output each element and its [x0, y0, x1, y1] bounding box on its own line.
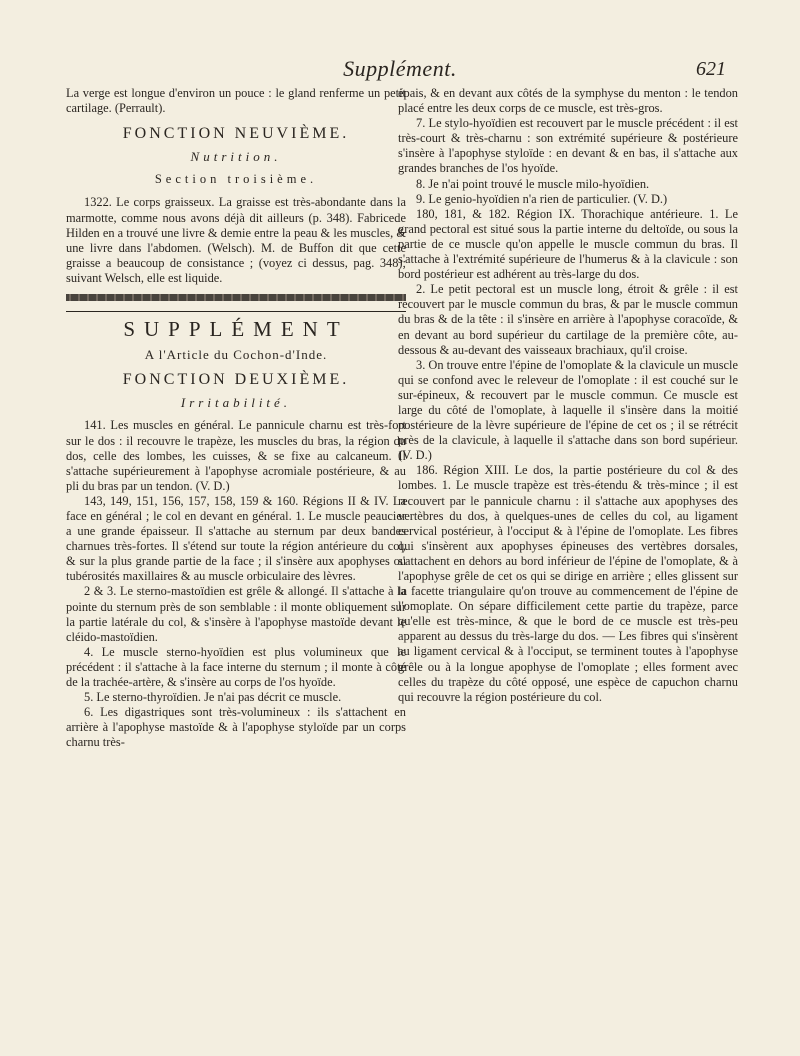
subheading-irritability: Irritabilité.: [180, 395, 292, 411]
section-heading: Section troisième.: [154, 172, 318, 187]
paragraph: 2. Le petit pectoral est un muscle long, étroit & grêle : il est recouvert par le muscle commun du bras, & par le muscle commun du bras & de la tête : il s'insère en arrière à l'apophyse coracoïde, & en devant au bord supérieur du cartilage de la première côte, au-dessous & au-devant des vaisseaux brachiaux, qu'il croise.: [398, 282, 738, 357]
divider-line: [66, 311, 406, 312]
paragraph: 2 & 3. Le sterno-mastoïdien est grêle & allongé. Il s'attache à la pointe du sternum près de son semblable : il monte obliquement sur la partie latérale du col, & s'insère à l'apophyse mastoïde devant le cléido-mastoïdien.: [66, 584, 406, 644]
running-header: Supplément.: [343, 56, 457, 81]
function-heading: FONCTION DEUXIÈME.: [122, 371, 350, 389]
ornamental-rule: [66, 294, 406, 301]
paragraph: 1322. Le corps graisseux. La graisse est très-abondante dans la marmotte, comme nous avons déjà dit ailleurs (p. 348). Fabricede Hilden en a trouvé une livre & demie entre la peau & les muscles, & une livre dans l'abdomen. (Welsch). M. de Buffon dit que cette graisse a beaucoup de consistance ; (voyez ci dessus, pag. 348); suivant Welsch, elle est liquide.: [66, 195, 406, 285]
paragraph: 186. Région XIII. Le dos, la partie postérieure du col & des lombes. 1. Le muscle trapèze est très-étendu & très-mince ; il est recouvert par le pannicule charnu : il s'attache aux apophyses des vertèbres du dos, à quelques-unes de celles du col, au ligament cervical postérieur, à l'occiput & à l'épine de l'omoplate. Les fibres qui s'insèrent aux apophyses épineuses des vertèbres dorsales, s'attachent en dehors au bord inférieur de l'épine de l'omoplate, & à l'apophyse grêle de cet os qui se dirige en arrière ; elles glissent sur la facette triangulaire qu'on trouve au commencement de l'épine de l'omoplate. On sépare difficilement cette partie du trapèze, parce qu'elle est très-mince, & que le bord de ce muscle est très-peu apparent au dessus du très-large du dos. — Les fibres qui s'insèrent au ligament cervical & à l'occiput, se terminent toutes à l'apophyse grêle ou à la longue apophyse de l'omoplate ; elles forment avec celles du trapèze du côté opposé, une espèce de capuchon charnu qui recouvre la région postérieure du col.: [398, 463, 738, 704]
right-column: [398, 86, 738, 705]
subheading-nutrition: Nutrition.: [190, 149, 282, 165]
paragraph: épais, & en devant aux côtés de la symphyse du menton : le tendon placé entre les deux corps de ce muscle, est très-gros.: [398, 86, 738, 116]
supplement-heading: SUPPLÉMENT: [123, 317, 349, 342]
function-heading: FONCTION NEUVIÈME.: [122, 125, 350, 143]
paragraph: 8. Je n'ai point trouvé le muscle milo-hyoïdien.: [416, 176, 650, 191]
article-heading: A l'Article du Cochon-d'Inde.: [144, 347, 328, 363]
paragraph: 143, 149, 151, 156, 157, 158, 159 & 160. Régions II & IV. La face en général ; le col en devant en général. 1. Le muscle peaucier a une grande épaisseur. Il s'attache au sternum par deux bandes charnues très-fortes. Il s'étend sur toute la région antérieure du col, & sur la plus grande partie de la face ; il s'insère aux apophyses ou tubérosités maxillaires & au muscle orbiculaire des lèvres.: [66, 493, 406, 584]
paragraph: La verge est longue d'environ un pouce : le gland renferme un petit cartilage. (Perrault).: [66, 86, 406, 116]
paragraph: 141. Les muscles en général. Le pannicule charnu est très-fort sur le dos : il recouvre le trapèze, les muscles du bras, la région du dos, celle des lombes, les cuisses, & se fixe au calcaneum. Il s'attache supérieurement à l'apophyse acromiale postérieure, & au pli du bras par un tendon. (V. D.): [66, 418, 406, 493]
paragraph: 7. Le stylo-hyoïdien est recouvert par le muscle précédent : il est très-court & très-charnu : son extrémité supérieure & postérieure s'insère à l'apophyse styloïde : en devant & en bas, il s'attache aux grandes branches de l'os hyoïde.: [398, 116, 738, 176]
left-column: [66, 86, 406, 750]
paragraph: 180, 181, & 182. Région IX. Thorachique antérieure. 1. Le grand pectoral est situé sous la partie interne du deltoïde, ou sous la partie de ce muscle qu'on appelle le muscle commun du bras. Il s'attache à l'extrémité supérieure de l'humerus & à la clavicule : son bord postérieur est adhérent au très-large du dos.: [398, 206, 738, 282]
paragraph: 9. Le genio-hyoïdien n'a rien de particulier. (V. D.): [416, 191, 668, 206]
paragraph: 4. Le muscle sterno-hyoïdien est plus volumineux que le précédent : il s'attache à la face interne du sternum ; il monte à côté de la trachée-artère, & s'insère au corps de l'os hyoïde.: [66, 644, 406, 689]
page-number: 621: [696, 58, 726, 80]
paragraph: 5. Le sterno-thyroïdien. Je n'ai pas décrit ce muscle.: [84, 690, 342, 705]
paragraph: 3. On trouve entre l'épine de l'omoplate & la clavicule un muscle qui se confond avec le releveur de l'omoplate : il est couché sur le sur-épineux, & recouvert par le muscle commun. Ce muscle est large du côté de l'omoplate, à laquelle il s'insère dans la moitié postérieure de la lèvre supérieure de l'épine de cet os ; il se rétrécit près de la clavicule, à laquelle il s'attache dans son bord supérieur. (V. D.): [398, 357, 738, 463]
paragraph: 6. Les digastriques sont très-volumineux : ils s'attachent en arrière à l'apophyse mastoïde & à l'apophyse styloïde par un corps charnu très-: [66, 705, 406, 750]
